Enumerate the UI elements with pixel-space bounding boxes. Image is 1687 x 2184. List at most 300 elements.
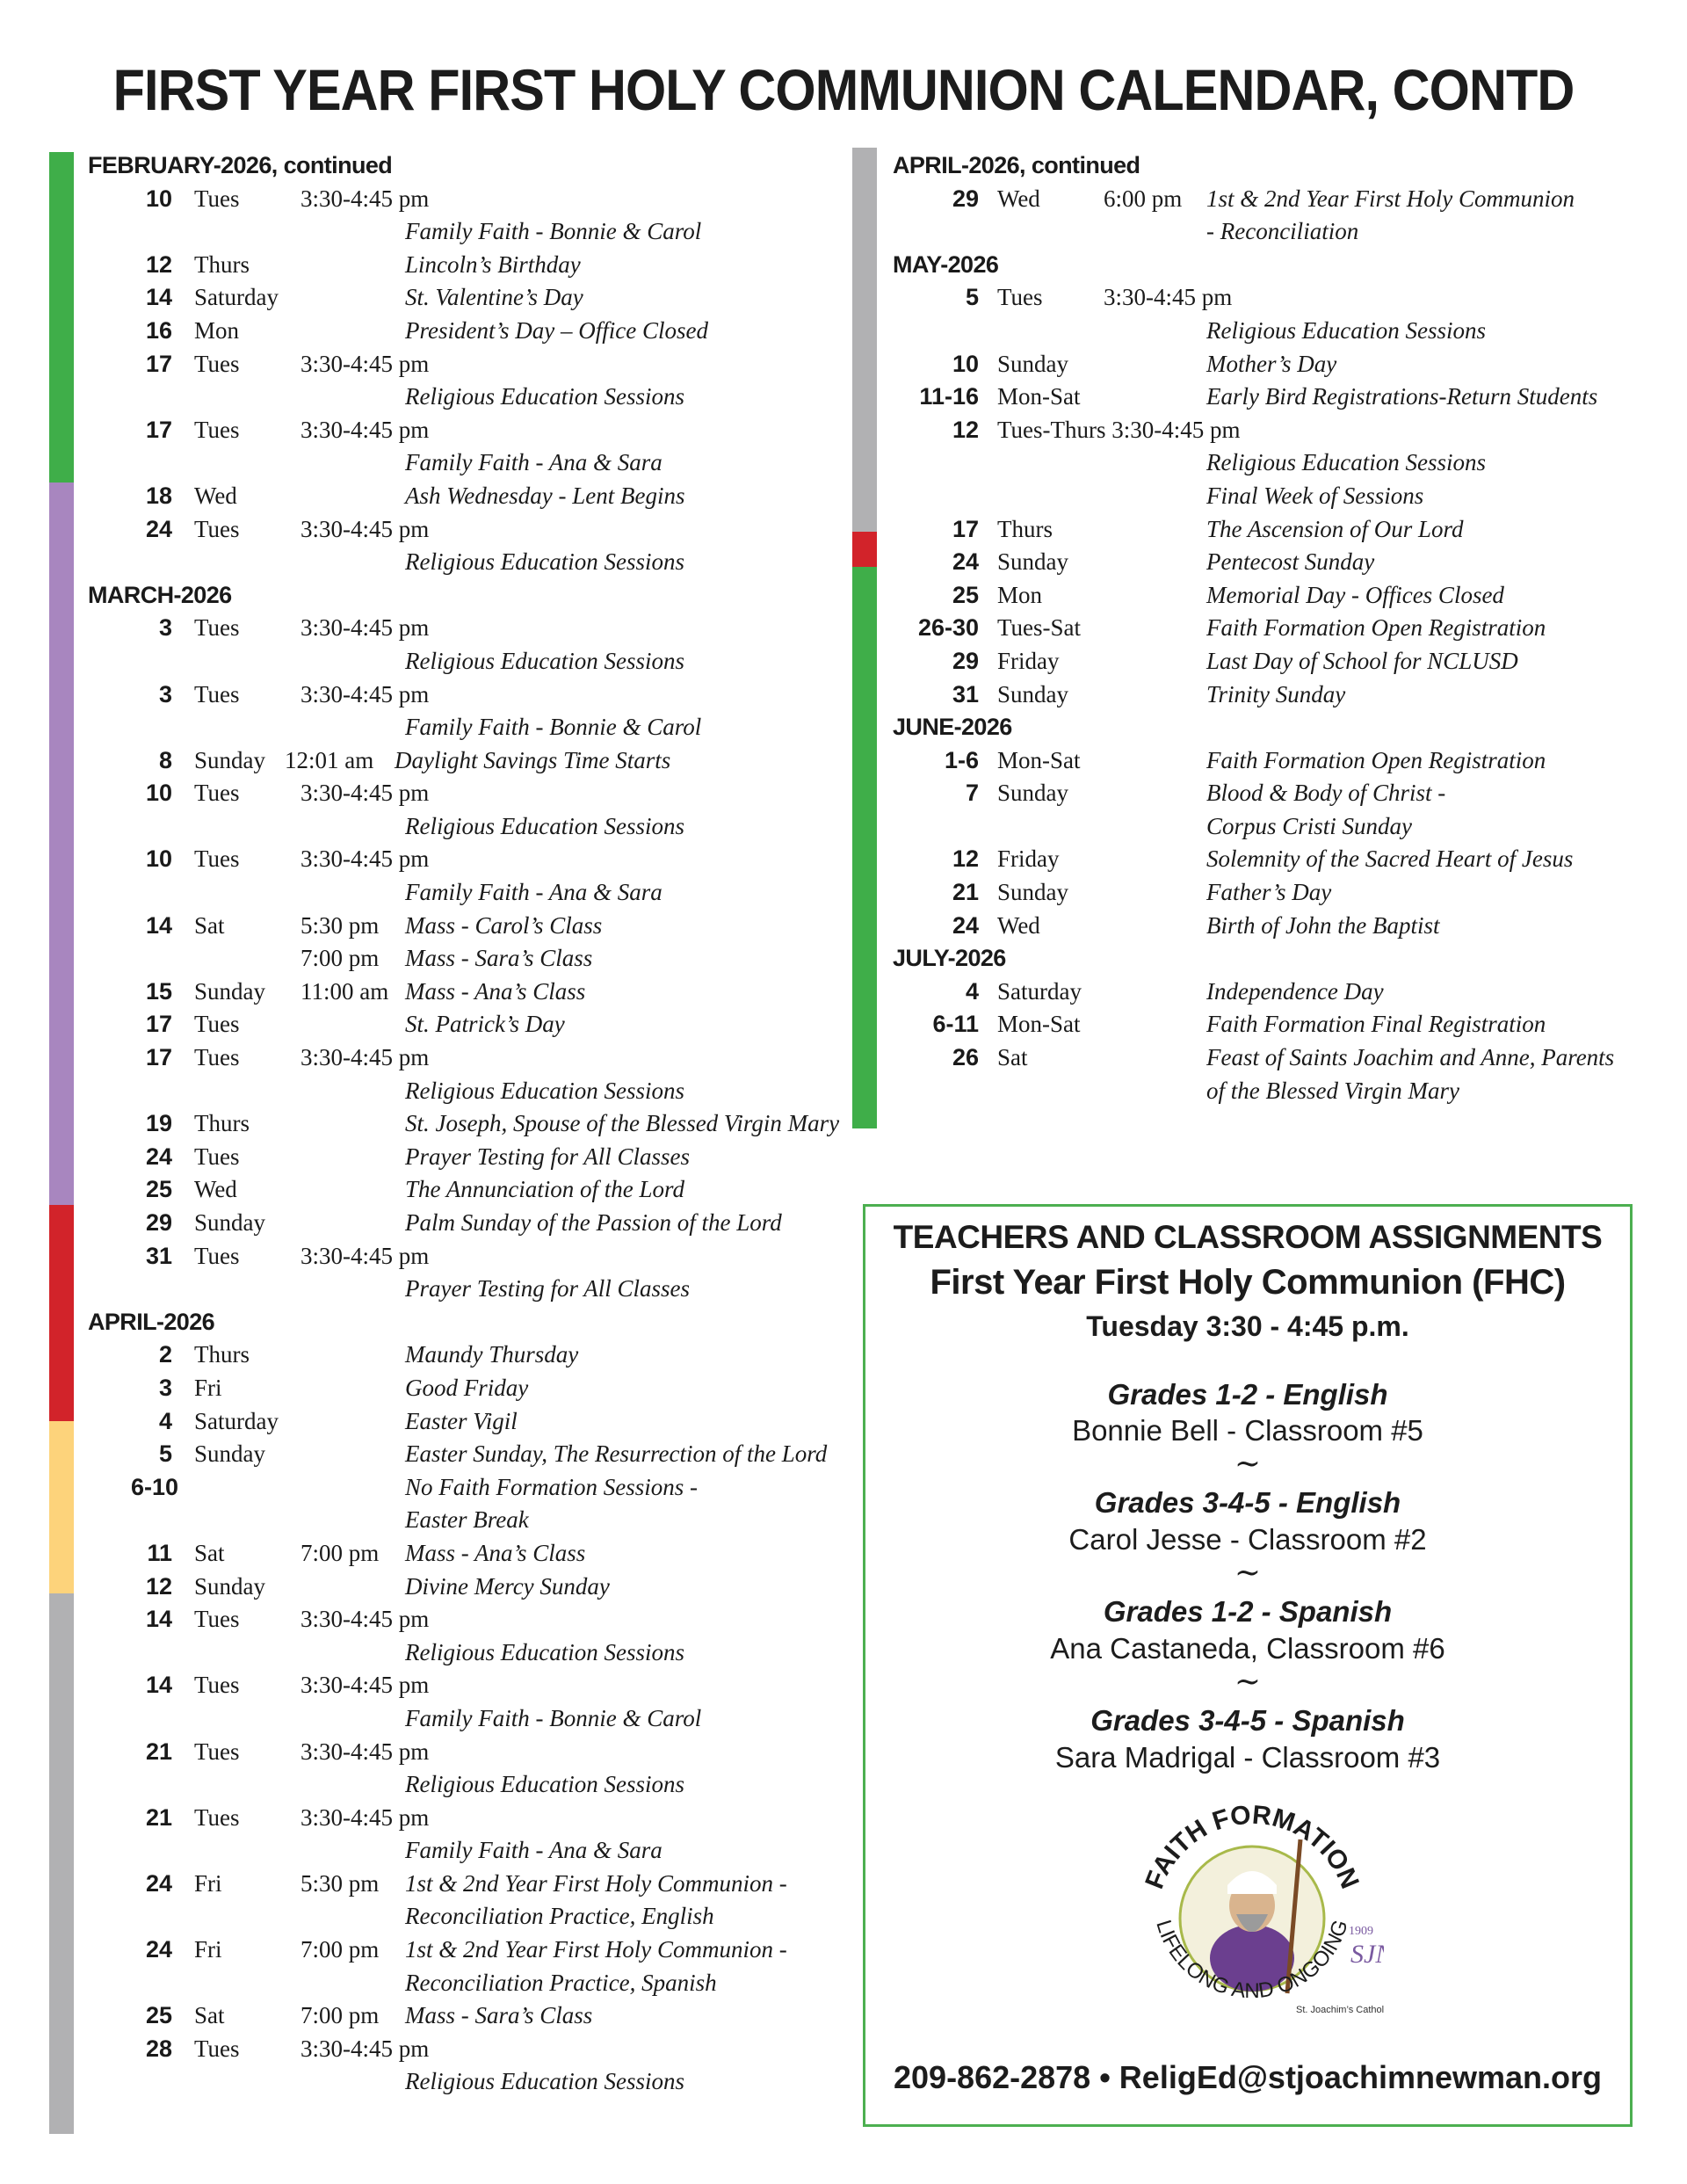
event-date: 4	[158, 1407, 172, 1434]
event-day: Tues	[194, 845, 240, 873]
event-time: 5:30 pm	[300, 911, 380, 939]
month-label: MAY-2026	[893, 250, 999, 278]
event-description: Pentecost Sunday	[1206, 548, 1375, 576]
event-continuation	[88, 1768, 844, 1802]
event-row	[88, 1669, 844, 1702]
event-date: 12	[952, 416, 979, 443]
event-time: 11:00 am	[300, 977, 389, 1005]
event-date: 5	[965, 284, 979, 311]
event-time: 7:00 pm	[300, 2002, 380, 2029]
event-date: 24	[145, 515, 172, 542]
month-header	[88, 1306, 844, 1339]
event-continuation	[893, 810, 1666, 844]
teachers-heading: TEACHERS AND CLASSROOM ASSIGNMENTS	[893, 1219, 1603, 1255]
event-row	[88, 183, 844, 216]
event-day: Sunday	[997, 350, 1068, 377]
event-time: 3:30-4:45 pm	[300, 1738, 430, 1765]
event-description: Mass - Sara’s Class	[405, 2002, 593, 2029]
event-description: Daylight Savings Time Starts	[395, 746, 671, 773]
event-row	[88, 1173, 844, 1207]
month-label: APRIL-2026	[88, 1308, 215, 1335]
event-description: Father’s Day	[1206, 879, 1332, 906]
event-description: Family Faith - Ana & Sara	[405, 449, 662, 476]
event-description: 1st & 2nd Year First Holy Communion -	[405, 1936, 787, 1963]
event-date: 10	[145, 845, 172, 873]
event-description: Ash Wednesday - Lent Begins	[405, 482, 685, 509]
event-row	[88, 777, 844, 810]
event-day: Sunday	[194, 1209, 265, 1236]
event-date: 29	[952, 185, 979, 212]
event-day: Tues-Thurs 3:30-4:45 pm	[997, 416, 1241, 443]
event-row	[88, 1999, 844, 2033]
event-row	[88, 1471, 844, 1505]
event-day: Fri	[194, 1869, 222, 1897]
event-time: 3:30-4:45 pm	[300, 1672, 430, 1699]
event-date: 3	[158, 614, 172, 642]
event-date: 1-6	[944, 746, 979, 773]
event-date: 6-10	[130, 1473, 178, 1500]
event-day: Friday	[997, 845, 1060, 873]
event-description: Prayer Testing for All Classes	[405, 1275, 691, 1302]
event-row	[893, 348, 1666, 381]
event-date: 3	[158, 1374, 172, 1401]
event-description: The Annunciation of the Lord	[405, 1176, 685, 1203]
event-day: Tues	[194, 780, 240, 807]
event-continuation	[88, 1075, 844, 1108]
event-continuation	[893, 446, 1666, 480]
left-yellow-bar	[49, 1421, 74, 1593]
event-row	[88, 942, 844, 976]
event-continuation	[88, 1273, 844, 1306]
event-continuation	[893, 1075, 1666, 1108]
event-continuation	[88, 1702, 844, 1736]
event-day: Sat	[997, 1044, 1028, 1071]
event-day: Mon-Sat	[997, 383, 1081, 410]
event-day: Sunday	[194, 1572, 265, 1600]
tilde-separator: ~	[1234, 1664, 1262, 1700]
event-day: Sunday	[194, 977, 265, 1005]
event-description: Mass - Sara’s Class	[405, 945, 593, 972]
event-row	[88, 1041, 844, 1075]
event-description: Religious Education Sessions	[405, 548, 684, 576]
event-description: Religious Education Sessions	[405, 1077, 684, 1104]
event-row	[88, 843, 844, 876]
event-description: Easter Vigil	[405, 1407, 518, 1434]
event-day: Sat	[194, 1539, 225, 1566]
event-description: 1st & 2nd Year First Holy Communion -	[405, 1869, 787, 1897]
left-gray-bar	[49, 1593, 74, 2134]
event-description: Faith Formation Open Registration	[1206, 614, 1546, 642]
event-continuation	[88, 1967, 844, 2000]
event-day: Saturday	[194, 284, 279, 311]
event-day: Saturday	[194, 1407, 279, 1434]
event-date: 4	[965, 977, 979, 1005]
event-continuation	[88, 546, 844, 579]
event-date: 11-16	[919, 383, 979, 410]
event-date: 21	[145, 1803, 172, 1831]
event-row	[893, 744, 1666, 778]
event-description: Good Friday	[405, 1374, 529, 1401]
event-date: 25	[952, 581, 979, 608]
event-description: of the Blessed Virgin Mary	[1206, 1077, 1459, 1104]
event-description: Family Faith - Bonnie & Carol	[405, 218, 702, 245]
event-day: Tues	[194, 1672, 240, 1699]
event-description: Divine Mercy Sunday	[405, 1572, 610, 1600]
right-gray-bar	[852, 148, 877, 532]
event-day: Sat	[194, 2002, 225, 2029]
event-description: Palm Sunday of the Passion of the Lord	[405, 1209, 782, 1236]
event-day: Tues	[194, 515, 240, 542]
class-grade: Grades 1-2 - English	[1107, 1378, 1388, 1411]
event-row	[893, 1041, 1666, 1075]
class-teacher: Ana Castaneda, Classroom #6	[1050, 1632, 1445, 1665]
event-continuation	[893, 215, 1666, 249]
logo-top-text: FAITH FORMATION	[1140, 1800, 1365, 1893]
right-red-bar	[852, 532, 877, 567]
event-day: Tues	[194, 1803, 240, 1831]
right-calendar-column	[893, 149, 1666, 1107]
event-day: Tues	[194, 350, 240, 377]
event-row	[893, 777, 1666, 810]
event-description: Mother’s Day	[1206, 350, 1337, 377]
event-row	[893, 183, 1666, 216]
event-row	[893, 546, 1666, 579]
contact-info: 209-862-2878 • ReligEd@stjoachimnewman.org	[894, 2059, 1602, 2095]
event-time: 3:30-4:45 pm	[300, 1044, 430, 1071]
event-date: 21	[952, 879, 979, 906]
logo-monogram: SJ	[1350, 1940, 1376, 1969]
event-row	[88, 1207, 844, 1240]
event-time: 3:30-4:45 pm	[300, 1242, 430, 1269]
event-time: 12:01 am	[285, 746, 374, 773]
event-description: Family Faith - Ana & Sara	[405, 879, 662, 906]
event-date: 14	[145, 284, 172, 311]
event-day: Sunday	[997, 680, 1068, 707]
event-date: 25	[145, 2002, 172, 2029]
month-label: MARCH-2026	[88, 581, 232, 608]
event-continuation	[88, 810, 844, 844]
event-row	[88, 281, 844, 315]
event-time: 3:30-4:45 pm	[300, 680, 430, 707]
event-row	[88, 1802, 844, 1835]
event-time: 3:30-4:45 pm	[300, 614, 430, 642]
event-row	[88, 1934, 844, 1967]
month-header	[893, 711, 1666, 744]
event-row	[88, 678, 844, 712]
event-day: Tues	[194, 185, 240, 212]
event-description: Final Week of Sessions	[1206, 482, 1424, 509]
event-description: Religious Education Sessions	[1206, 316, 1486, 344]
event-row	[88, 249, 844, 282]
event-description: St. Patrick’s Day	[405, 1011, 565, 1038]
event-row	[88, 1571, 844, 1604]
event-description: Early Bird Registrations-Return Students	[1206, 383, 1598, 410]
event-day: Saturday	[997, 977, 1082, 1005]
event-date: 26-30	[917, 614, 979, 642]
event-row	[893, 645, 1666, 678]
event-description: Religious Education Sessions	[405, 1771, 684, 1798]
event-description: Easter Sunday, The Resurrection of the Lord	[405, 1440, 828, 1468]
left-green-bar	[49, 152, 74, 483]
event-date: 31	[952, 680, 979, 707]
event-day: Tues	[194, 614, 240, 642]
event-row	[88, 315, 844, 348]
event-date: 24	[952, 911, 979, 939]
event-row	[88, 1339, 844, 1372]
event-continuation	[88, 876, 844, 910]
event-description: Solemnity of the Sacred Heart of Jesus	[1206, 845, 1574, 873]
event-day: Wed	[997, 911, 1040, 939]
event-description: Trinity Sunday	[1206, 680, 1346, 707]
event-description: Religious Education Sessions	[405, 812, 684, 839]
event-day: Tues	[194, 416, 240, 443]
event-continuation	[88, 2065, 844, 2099]
event-date: 24	[952, 548, 979, 576]
event-row	[88, 1141, 844, 1174]
event-continuation	[88, 215, 844, 249]
page-title: FIRST YEAR FIRST HOLY COMMUNION CALENDAR, CONTD	[112, 57, 1575, 122]
event-date: 10	[145, 185, 172, 212]
event-description: Faith Formation Final Registration	[1206, 1011, 1546, 1038]
event-row	[88, 1868, 844, 1901]
month-header	[893, 149, 1666, 183]
tilde-separator: ~	[1234, 1555, 1262, 1591]
class-grade: Grades 3-4-5 - English	[1094, 1486, 1401, 1519]
event-description: President’s Day – Office Closed	[405, 316, 708, 344]
event-day: Thurs	[997, 515, 1053, 542]
event-description: Corpus Cristi Sunday	[1206, 812, 1413, 839]
month-header	[88, 579, 844, 613]
event-row	[88, 744, 844, 778]
event-description: Family Faith - Ana & Sara	[405, 1837, 662, 1864]
event-date: 2	[158, 1341, 172, 1368]
event-date: 16	[145, 316, 172, 344]
month-label: JUNE-2026	[893, 714, 1012, 741]
event-row	[893, 513, 1666, 547]
event-row	[893, 678, 1666, 712]
event-description: Memorial Day - Offices Closed	[1206, 581, 1504, 608]
event-date: 29	[145, 1209, 172, 1236]
event-time: 3:30-4:45 pm	[300, 416, 430, 443]
event-time: 3:30-4:45 pm	[300, 780, 430, 807]
event-row	[88, 513, 844, 547]
month-label: APRIL-2026, continued	[893, 152, 1140, 178]
event-date: 5	[158, 1440, 172, 1468]
event-time: 5:30 pm	[300, 1869, 380, 1897]
event-time: 3:30-4:45 pm	[300, 515, 430, 542]
event-description: Blood & Body of Christ -	[1206, 780, 1446, 807]
event-day: Tues	[194, 1143, 240, 1170]
event-description: Mass - Carol’s Class	[405, 911, 603, 939]
event-continuation	[88, 381, 844, 414]
month-header	[893, 249, 1666, 282]
event-date: 17	[145, 350, 172, 377]
event-time: 7:00 pm	[300, 1539, 380, 1566]
event-day: Wed	[997, 185, 1040, 212]
right-green-bar	[852, 567, 877, 1128]
event-day: Sunday	[194, 1440, 265, 1468]
event-description: Reconciliation Practice, English	[405, 1903, 714, 1930]
event-row	[893, 579, 1666, 613]
event-date: 24	[145, 1143, 172, 1170]
event-date: 7	[965, 780, 979, 807]
event-continuation	[88, 1900, 844, 1934]
event-day: Tues	[997, 284, 1043, 311]
event-description: Independence Day	[1206, 977, 1384, 1005]
event-day: Sunday	[997, 780, 1068, 807]
event-description: Religious Education Sessions	[405, 2068, 684, 2095]
event-continuation	[893, 480, 1666, 513]
event-row	[88, 2033, 844, 2066]
event-day: Thurs	[194, 1110, 250, 1137]
event-row	[88, 910, 844, 943]
event-date: 18	[145, 482, 172, 509]
faith-formation-logo	[1120, 1787, 1384, 2015]
event-date: 29	[952, 647, 979, 674]
event-time: 7:00 pm	[300, 1936, 380, 1963]
event-date: 6-11	[932, 1011, 979, 1038]
event-row	[893, 910, 1666, 943]
event-date: 14	[145, 1672, 172, 1699]
event-row	[88, 612, 844, 645]
class-teacher: Bonnie Bell - Classroom #5	[1072, 1414, 1423, 1447]
event-date: 21	[145, 1738, 172, 1765]
logo-church-name: St. Joachim’s Cathol	[1296, 2005, 1384, 2015]
event-day: Thurs	[194, 250, 250, 278]
event-day: Tues	[194, 1738, 240, 1765]
event-day: Tues	[194, 1011, 240, 1038]
event-day: Sunday	[997, 548, 1068, 576]
event-date: 10	[952, 350, 979, 377]
event-time: 3:30-4:45 pm	[300, 185, 430, 212]
event-row	[893, 414, 1666, 447]
event-day: Tues	[194, 1606, 240, 1633]
event-continuation	[88, 711, 844, 744]
event-continuation	[88, 1504, 844, 1537]
event-time: 3:30-4:45 pm	[300, 1606, 430, 1633]
event-date: 10	[145, 780, 172, 807]
event-description: St. Joseph, Spouse of the Blessed Virgin Mary	[405, 1110, 840, 1137]
teachers-subheading: First Year First Holy Communion (FHC)	[930, 1263, 1566, 1302]
event-day: Wed	[194, 482, 237, 509]
event-time: 3:30-4:45 pm	[300, 350, 430, 377]
event-row	[88, 976, 844, 1009]
event-description: Family Faith - Bonnie & Carol	[405, 714, 702, 741]
event-date: 26	[952, 1044, 979, 1071]
event-continuation	[88, 1834, 844, 1868]
month-header	[893, 942, 1666, 976]
event-day: Wed	[194, 1176, 237, 1203]
event-date: 31	[145, 1242, 172, 1269]
event-description: Prayer Testing for All Classes	[405, 1143, 691, 1170]
month-label: JULY-2026	[893, 945, 1006, 972]
event-description: Mass - Ana’s Class	[405, 1539, 586, 1566]
event-description: Religious Education Sessions	[1206, 449, 1486, 476]
event-date: 14	[145, 1606, 172, 1633]
event-description: Religious Education Sessions	[405, 647, 684, 674]
event-day: Thurs	[194, 1341, 250, 1368]
event-day: Friday	[997, 647, 1060, 674]
event-description: Religious Education Sessions	[405, 1638, 684, 1665]
event-continuation	[88, 645, 844, 678]
teachers-panel	[863, 1204, 1633, 2127]
event-date: 17	[952, 515, 979, 542]
event-row	[893, 976, 1666, 1009]
month-label: FEBRUARY-2026, continued	[88, 152, 393, 178]
event-description: Birth of John the Baptist	[1206, 911, 1440, 939]
event-day: Mon	[194, 316, 240, 344]
event-description: Reconciliation Practice, Spanish	[405, 1969, 717, 1996]
event-row	[88, 1537, 844, 1571]
event-date: 11	[147, 1539, 172, 1566]
event-day: Mon-Sat	[997, 746, 1081, 773]
class-teacher: Sara Madrigal - Classroom #3	[1054, 1741, 1441, 1774]
event-row	[893, 381, 1666, 414]
logo-year: 1909	[1349, 1925, 1373, 1938]
event-row	[88, 1008, 844, 1041]
event-time: 3:30-4:45 pm	[300, 845, 430, 873]
event-day: Fri	[194, 1374, 222, 1401]
event-day: Sunday	[194, 746, 265, 773]
event-date: 15	[145, 977, 172, 1005]
event-row	[88, 1438, 844, 1471]
left-purple-bar	[49, 483, 74, 1205]
event-row	[88, 1107, 844, 1141]
event-row	[893, 1008, 1666, 1041]
left-calendar-column	[88, 149, 844, 2099]
event-day: Mon	[997, 581, 1043, 608]
event-row	[88, 1405, 844, 1439]
event-description: No Faith Formation Sessions -	[405, 1473, 699, 1500]
event-time: 3:30-4:45 pm	[300, 1803, 430, 1831]
event-date: 3	[158, 680, 172, 707]
event-date: 14	[145, 911, 172, 939]
event-row	[893, 281, 1666, 315]
event-description: Feast of Saints Joachim and Anne, Parents	[1206, 1044, 1615, 1071]
event-day: Tues	[194, 2035, 240, 2062]
event-continuation	[893, 315, 1666, 348]
event-row	[88, 1372, 844, 1405]
event-description: Last Day of School for NCLUSD	[1206, 647, 1518, 674]
event-date: 24	[145, 1936, 172, 1963]
event-row	[88, 348, 844, 381]
event-time: 7:00 pm	[300, 945, 380, 972]
event-continuation	[88, 446, 844, 480]
event-day: Tues	[194, 1044, 240, 1071]
event-description: Easter Break	[405, 1506, 529, 1534]
event-date: 12	[952, 845, 979, 873]
event-date: 19	[145, 1110, 172, 1137]
event-description: Family Faith - Bonnie & Carol	[405, 1704, 702, 1731]
event-day: Tues	[194, 1242, 240, 1269]
event-day: Sat	[194, 911, 225, 939]
month-header	[88, 149, 844, 183]
event-day: Mon-Sat	[997, 1011, 1081, 1038]
event-row	[893, 876, 1666, 910]
logo-bottom-text: LIFELONG AND ONGOING	[1151, 1917, 1353, 2004]
event-row	[893, 843, 1666, 876]
event-description: 1st & 2nd Year First Holy Communion	[1206, 185, 1575, 212]
event-date: 12	[145, 1572, 172, 1600]
event-description: St. Valentine’s Day	[405, 284, 583, 311]
class-grade: Grades 3-4-5 - Spanish	[1090, 1704, 1405, 1737]
event-time: 6:00 pm	[1104, 185, 1183, 212]
event-date: 17	[145, 1011, 172, 1038]
event-time: 3:30-4:45 pm	[300, 2035, 430, 2062]
event-date: 25	[145, 1176, 172, 1203]
event-date: 24	[145, 1869, 172, 1897]
event-row	[893, 612, 1666, 645]
